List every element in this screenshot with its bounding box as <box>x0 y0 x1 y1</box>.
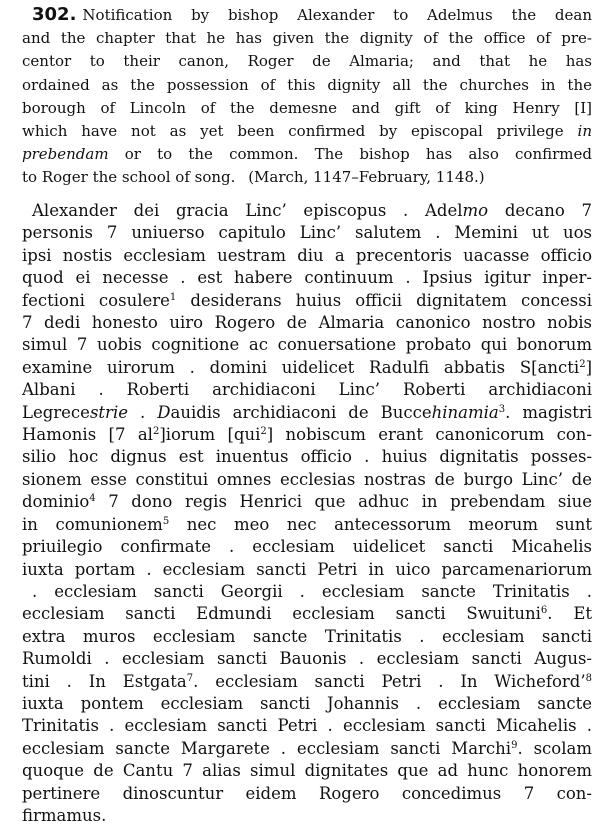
summary-line: centor to their canon, Roger de Almaria; and that he has <box>22 52 592 71</box>
footnote-marker: 2 <box>260 426 267 438</box>
charter-line: in comunionem$^5$ nec meo nec antecessorum meorum sunt <box>22 514 592 534</box>
summary-line: ordained as the possession of this dignity all the churches in the <box>22 75 592 94</box>
footnote-marker: 4 <box>89 493 96 505</box>
charter-line: 7 dedi honesto uiro Rogero de Almaria canonico nostro nobis <box>22 313 592 333</box>
footnote-marker: 9 <box>511 739 518 751</box>
charter-line: fectioni cosulere$^1$ desiderans huius officii dignitatem concessi <box>22 290 592 310</box>
summary-line: prebendam or to the common. The bishop has also confirmed <box>22 145 592 164</box>
footnote-marker: 7 <box>186 672 194 684</box>
summary-line: borough of Lincoln of the demesne and gift of king Henry [I] <box>22 98 592 117</box>
charter-line: ipsi nostis ecclesiam uestram diu a precentoris uacasse officio <box>22 245 592 265</box>
charter-line: extra muros ecclesiam sancte Trinitatis . ecclesiam sancti <box>22 626 592 646</box>
charter-line: tini . In Estgata$^7$. ecclesiam sancti Petri . In Wicheford’$^8$ <box>22 671 592 691</box>
charter-line: priuilegio confirmate . ecclesiam uidelicet sancti Micahelis <box>22 537 592 557</box>
charter-line: simul 7 uobis cognitione ac conuersatione probato qui bonorum <box>22 335 592 355</box>
footnote-marker: 2 <box>579 358 586 370</box>
entry-summary <box>22 3 592 190</box>
summary-line: which have not as yet been confirmed by episcopal privilege in <box>22 122 592 141</box>
charter-line: pertinere dinoscuntur eidem Rogero concedimus 7 con- <box>22 783 592 803</box>
charter-line: dominio$^4$ 7 dono regis Henrici que adhuc in prebendam siue <box>22 492 592 512</box>
charter-line: firmamus. <box>22 805 107 825</box>
footnote-marker: 8 <box>585 672 592 684</box>
charter-line: iuxta pontem ecclesiam sancti Johannis . ecclesiam sancte <box>22 693 592 713</box>
footnote-marker: 6 <box>540 605 548 617</box>
charter-line: Rumoldi . ecclesiam sancti Bauonis . ecclesiam sancti Augus- <box>22 649 592 669</box>
footnote-marker: 3 <box>498 403 506 415</box>
charter-line: quod ei necesse . est habere continuum . Ipsius igitur inper- <box>22 268 592 288</box>
charter-line: examine uirorum . domini uidelicet Radulfi abbatis S[ancti$^2$] <box>22 357 592 377</box>
charter-line: Hamonis [7 $al^2]iorum$ [qui$^2$] nobiscum erant canonicorum con- <box>22 425 592 445</box>
footnote-marker: 1 <box>169 291 177 303</box>
summary-line: and the chapter that he has given the dignity of the office of pre- <box>22 29 592 48</box>
entry-number: 302. <box>32 4 77 25</box>
charter-line: Albani . Roberti archidiaconi Linc’ Roberti archidiaconi <box>22 380 592 400</box>
summary-line: to Roger the school of song. (March, 1147–February, 1148.) <box>22 168 485 187</box>
charter-line: ecclesiam sancti Edmundi ecclesiam sancti Swuituni$^6$. Et <box>22 604 592 624</box>
footnote-marker: 5 <box>162 515 170 527</box>
charter-line: Alexander dei gracia Linc’ episcopus . Adelmo decano 7 <box>32 201 593 220</box>
summary-line: 302. Notification by bishop Alexander to Adelmus the dean <box>22 3 592 27</box>
charter-line: personis 7 uniuerso capitulo Linc’ salutem . Memini ut uos <box>22 223 592 243</box>
charter-line: quoque de Cantu 7 alias simul dignitates que ad hunc honorem <box>22 761 592 781</box>
footnote-marker: 2 <box>152 426 160 438</box>
date-range: (March, 1147–February, 1148.) <box>248 168 485 187</box>
charter-line: silio hoc dignus est inuentus officio . huius dignitatis posses- <box>22 447 592 467</box>
charter-line: . ecclesiam sancti Georgii . ecclesiam sancte Trinitatis . <box>32 581 592 601</box>
charter-line: iuxta portam . ecclesiam sancti Petri in uico parcamenariorum <box>22 559 592 579</box>
charter-line: Trinitatis . ecclesiam sancti Petri . ecclesiam sancti Micahelis . <box>22 716 592 736</box>
charter-line: sionem esse constitui omnes ecclesias nostras de burgo Linc’ de <box>22 469 592 489</box>
charter-line: ecclesiam sancte Margarete . ecclesiam sancti Marchi$^9$. scolam <box>22 738 592 758</box>
charter-text <box>22 200 592 827</box>
charter-line: Legrecestrie . Dauidis archidiaconi de Buccehinamia$^3$. magistri <box>22 402 592 422</box>
